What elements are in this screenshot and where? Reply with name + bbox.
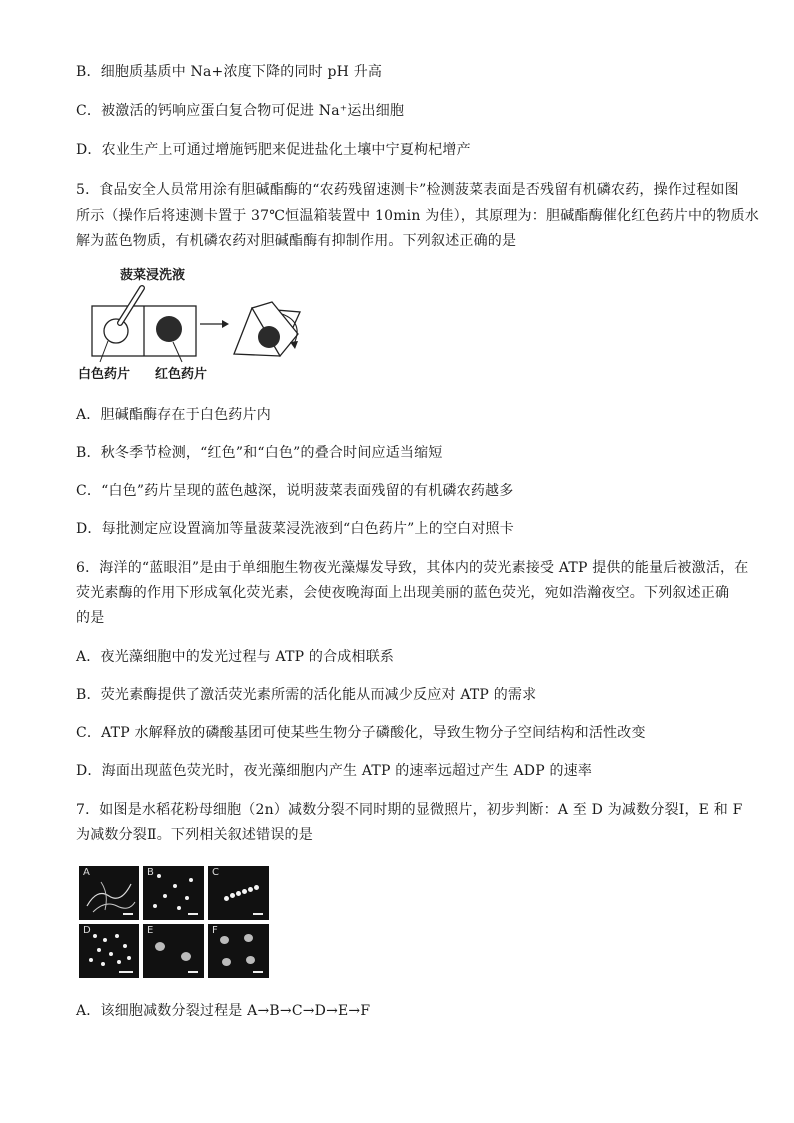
chromosome-dot — [254, 885, 259, 890]
chromosome-dot — [189, 878, 193, 882]
q4-option-c: C．被激活的钙响应蛋白复合物可促进 Na⁺运出细胞 — [76, 103, 405, 119]
chromosome-dot — [242, 889, 247, 894]
q4-option-d: D．农业生产上可通过增施钙肥来促进盐化土壤中宁夏枸杞增产 — [76, 142, 471, 158]
q4-option-b: B．细胞质基质中 Na+浓度下降的同时 pH 升高 — [76, 64, 383, 80]
figure-label-white-pad: 白色药片 — [78, 367, 131, 382]
q7-stem-line-1: 7．如图是水稻花粉母细胞（2n）减数分裂不同时期的显微照片，初步判断：A 至 D 为减数分裂Ⅰ，E 和 F — [76, 802, 743, 818]
q6-option-b: B．荧光素酶提供了激活荧光素所需的活化能从而减少反应对 ATP 的需求 — [76, 687, 537, 703]
panel-label-d: D — [83, 925, 91, 936]
micrograph-panel-b — [143, 866, 204, 920]
figure-label-red-pad: 红色药片 — [155, 367, 208, 382]
chromosome-dot — [123, 944, 127, 948]
panel-label-c: C — [212, 867, 219, 878]
q5-option-a: A．胆碱酯酶存在于白色药片内 — [76, 407, 271, 423]
q5-option-b: B．秋冬季节检测，“红色”和“白色”的叠合时间应适当缩短 — [76, 445, 443, 461]
chromosome-dot — [230, 893, 235, 898]
micrograph-panel-c — [208, 866, 269, 920]
scale-bar-e — [188, 971, 198, 973]
micrograph-panel-e — [143, 924, 204, 978]
q5-test-card-figure — [76, 262, 316, 387]
chromosome-dot — [173, 884, 177, 888]
q6-stem-line-1: 6．海洋的“蓝眼泪”是由于单细胞生物夜光藻爆发导致，其体内的荧光素接受 ATP 提供的能量后被激活，在 — [76, 560, 749, 576]
chromosome-dot — [163, 894, 167, 898]
chromosome-dot — [248, 887, 253, 892]
chromosome-dot — [115, 934, 119, 938]
panel-label-a: A — [83, 867, 90, 878]
scale-bar-d — [119, 971, 133, 973]
chromosome-dot — [89, 958, 93, 962]
q7-micrograph-figure — [79, 866, 269, 978]
fold-arrow-head — [290, 341, 298, 349]
nucleus-cluster — [244, 934, 253, 942]
chromosome-dot — [117, 960, 121, 964]
white-pad — [104, 319, 128, 343]
q5-stem-line-3: 解为蓝色物质，有机磷农药对胆碱酯酶有抑制作用。下列叙述正确的是 — [76, 233, 517, 249]
chromosome-dot — [236, 891, 241, 896]
panel-label-e: E — [147, 925, 154, 936]
micrograph-panel-f — [208, 924, 269, 978]
figure-label-spinach-wash: 菠菜浸洗液 — [120, 268, 186, 283]
chromosome-dot — [97, 948, 101, 952]
process-arrow-head — [222, 320, 229, 328]
nucleus-cluster — [181, 952, 191, 961]
q6-stem-line-3: 的是 — [76, 610, 105, 626]
chromosome-dot — [109, 952, 113, 956]
nucleus-cluster — [155, 942, 165, 951]
folded-red-pad — [258, 326, 280, 348]
q6-option-c: C．ATP 水解释放的磷酸基团可使某些生物分子磷酸化，导致生物分子空间结构和活性改变 — [76, 725, 646, 741]
chromosome-dot — [101, 962, 105, 966]
chromosome-dot — [177, 906, 181, 910]
scale-bar-a — [123, 913, 133, 915]
q7-option-a: A．该细胞减数分裂过程是 A→B→C→D→E→F — [76, 1003, 371, 1019]
chromosome-dot — [185, 896, 189, 900]
panel-a-threads — [79, 866, 139, 920]
nucleus-cluster — [220, 936, 229, 944]
q5-stem-line-1: 5．食品安全人员常用涂有胆碱酯酶的“农药残留速测卡”检测菠菜表面是否残留有机磷农药，操作过程如图 — [76, 182, 739, 198]
chromosome-dot — [224, 896, 229, 901]
chromosome-dot — [157, 874, 161, 878]
scale-bar-f — [253, 971, 263, 973]
scale-bar-b — [188, 913, 198, 915]
q6-option-d: D．海面出现蓝色荧光时，夜光藻细胞内产生 ATP 的速率远超过产生 ADP 的速率 — [76, 763, 593, 779]
q7-stem-line-2: 为减数分裂Ⅱ。下列相关叙述错误的是 — [76, 827, 313, 843]
chromosome-dot — [93, 934, 97, 938]
nucleus-cluster — [246, 956, 255, 964]
chromosome-dot — [127, 956, 131, 960]
micrograph-panel-a — [79, 866, 139, 920]
q5-stem-line-2: 所示（操作后将速测卡置于 37℃恒温箱装置中 10min 为佳），其原理为：胆碱酯酶催化红色药片中的物质水 — [76, 208, 760, 224]
q6-stem-line-2: 荧光素酶的作用下形成氧化荧光素，会使夜晚海面上出现美丽的蓝色荧光，宛如浩瀚夜空。下列叙述正确 — [76, 585, 730, 601]
panel-label-f: F — [212, 925, 218, 936]
chromosome-dot — [103, 938, 107, 942]
nucleus-cluster — [222, 958, 231, 966]
micrograph-panel-d — [79, 924, 139, 978]
q5-option-d: D．每批测定应设置滴加等量菠菜浸洗液到“白色药片”上的空白对照卡 — [76, 521, 514, 537]
chromosome-dot — [153, 904, 157, 908]
scale-bar-c — [253, 913, 263, 915]
q5-option-c: C．“白色”药片呈现的蓝色越深，说明菠菜表面残留的有机磷农药越多 — [76, 483, 514, 499]
red-pad — [156, 316, 182, 342]
q6-option-a: A．夜光藻细胞中的发光过程与 ATP 的合成相联系 — [76, 649, 395, 665]
panel-label-b: B — [147, 867, 154, 878]
